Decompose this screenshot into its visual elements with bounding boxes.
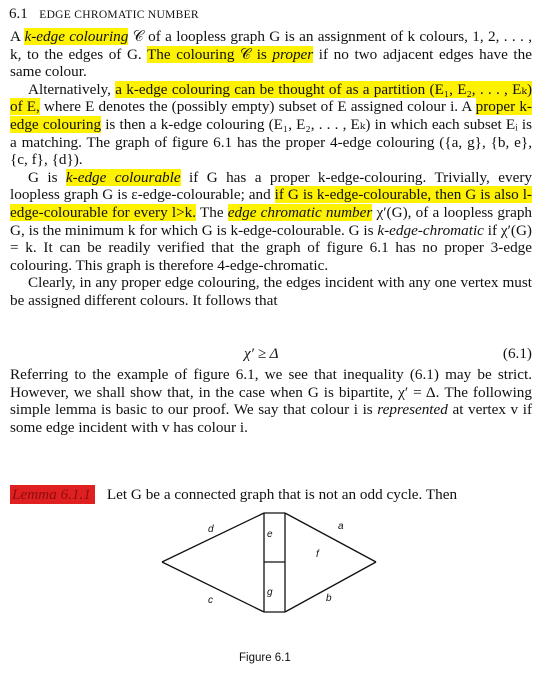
highlight-proper-k-edge-colouring: proper k-edge colouring [10,98,532,133]
edge-d [162,513,264,562]
lemma-statement [10,486,532,504]
section-number: 6.1 [9,6,28,22]
body-text-2 [10,366,532,436]
edge-b [285,562,376,612]
edge-c [162,562,264,612]
paragraph-colourable: G is k-edge colourable if G has a proper k-edge-colouring. Trivially, every loopless graph G is ε-edge-colourable; and if G is k-edge-colourable, then G is also l-edge-colourable for every l>k. The edge chromatic number χ′(G), of a loopless graph G, is the minimum k for which G is k-edge-colourable. G is k-edge-chromatic if χ′(G) = k. It can be readily verified that the graph of figure 6.1 has no proper 3-edge colouring. This graph is therefore 4-edge-chromatic. [10,168,533,274]
figure-caption: Figure 6.1 [239,652,291,664]
edge-label-d: d [208,524,214,535]
highlight-colouring-proper: The colouring 𝒞 is proper [147,45,314,63]
highlight-l-edge-colourable: if G is k-edge-colourable, then G is also l-edge-colourable for every l>k. [10,186,532,221]
edge-label-c: c [208,595,213,606]
edge-label-g: g [267,587,273,598]
equation-formula: χ′ ≥ Δ [244,345,279,362]
running-header [9,6,199,23]
highlight-partition: a k-edge colouring can be thought of as a partition (E₁, E₂, . . . , Eₖ) of E, [10,80,533,116]
edge-label-b: b [326,593,332,604]
equation-6-1 [10,345,532,363]
highlight-k-edge-colourable: k-edge colourable [65,168,181,186]
graph-figure [150,510,390,620]
edge-a [285,513,376,562]
highlight-edge-chromatic-number: edge chromatic number [227,203,373,221]
body-text [10,28,532,310]
edge-label-a: a [338,521,344,532]
lemma-tag: Lemma 6.1.1 [10,485,95,504]
graph-diagram [150,510,390,620]
paragraph-definition-colouring: A k-edge colouring 𝒞 of a loopless graph G is an assignment of k colours, 1, 2, . . . , k, to the edges of G. The colouring 𝒞 is proper if no two adjacent edges have the same colour. [10,28,532,81]
edge-label-f: f [316,549,319,560]
highlight-k-edge-colouring: k-edge colouring [24,28,129,45]
paragraph-incident-edges: Clearly, in any proper edge colouring, the edges incident with any one vertex must be assigned different colours. It follows that [10,274,532,309]
lemma-text: Let G be a connected graph that is not an odd cycle. Then [106,486,458,503]
paragraph-bipartite: Referring to the example of figure 6.1, we see that inequality (6.1) may be strict. However, we shall show that, in the case when G is bipartite, χ′ = Δ. The following simple lemma is basic to our proof. We say that colour i is represented at vertex v if some edge incident with v has colour i. [10,366,532,436]
equation-number: (6.1) [502,345,532,362]
paragraph-partition: Alternatively, a k-edge colouring can be thought of as a partition (E₁, E₂, . . . , Eₖ) of E, where E denotes the (possibly empty) subset of E assigned colour i. A proper k-edge colouring is then a k-edge colouring (E₁, E₂, . . . , Eₖ) in which each subset Eᵢ is a matching. The graph of figure 6.1 has the proper 4-edge colouring ({a, g}, {b, e}, {c, f}, {d}). [10,80,533,169]
section-title: EDGE CHROMATIC NUMBER [39,9,199,21]
edge-label-e: e [267,529,273,540]
